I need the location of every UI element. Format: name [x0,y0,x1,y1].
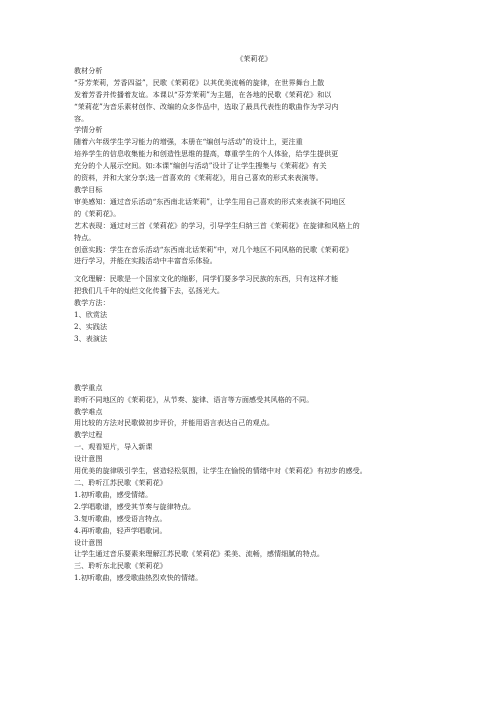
text-line: 二、聆听江苏民歌《茉莉花》 [74,478,167,487]
text-line: 的《茉莉花》。 [74,208,121,218]
section-process [74,382,434,584]
text-line: 1、欣赏法 [74,310,108,320]
text-line: 特点。 [74,232,96,242]
text-line: 进行学习，并能在实践活动中丰富音乐体验。 [74,256,217,266]
text-line: 艺术表现：通过对三首《茉莉花》的学习，引导学生归纳三首《茉莉花》在旋律和风格上的 [74,220,360,230]
section-culture-methods [74,273,434,344]
text-line: 一、观看短片，导入新课 [74,442,153,452]
text-line: 3、表演法 [74,333,108,343]
text-line: 文化理解：民歌是一个国家文化的缩影，同学们要多学习民族的东西，只有这样才能 [74,274,339,284]
text-line: 学情分析 [74,125,103,135]
text-line: 3.复听歌曲，感受语言特点。 [74,513,167,523]
text-line: 1.初听歌曲，感受情绪。 [74,489,153,499]
text-line: 随着六年级学生学习能力的增强，本册在“编创与活动”的设计上，更注重 [74,137,303,147]
text-line: 审美感知：通过音乐活动“东西南北话茉莉”，让学生用自己喜欢的形式来表演不同地区 [74,196,346,206]
text-line: 设计意图 [74,454,103,464]
text-line: 教学难点 [74,406,103,416]
document-body [74,53,434,584]
text-line: “茉莉花”为音乐素材创作、改编的众多作品中，选取了最具代表性的歌曲作为学习内 [74,101,339,111]
text-line: 用比较的方法对民歌做初步评价，并能用语言表达自己的观点。 [74,418,275,428]
text-line: 教学过程 [74,430,103,440]
text-line: 教学目标 [74,184,103,194]
text-line: 把我们几千年的灿烂文化传播下去，弘扬光大。 [74,286,225,296]
text-line: 用优美的旋律吸引学生，营造轻松氛围，让学生在愉悦的情绪中对《茉莉花》有初步的感受。 [74,466,367,476]
text-line: 4.再听歌曲，轻声学唱歌词。 [74,525,167,535]
text-line: 教学方法： [74,298,110,308]
spacer [74,345,434,382]
text-line: 充分的个人展示空间。如:本课“编创与活动”设计了让学生搜集与《茉莉花》有关 [74,161,327,171]
text-line: 让学生通过音乐要素来理解江苏民歌《茉莉花》柔美、流畅，感情细腻的特点。 [74,549,325,559]
text-line: 三、聆听东北民歌《茉莉花》 [74,561,167,571]
text-line: 容。 [74,113,89,123]
text-line: 1.初听歌曲，感受歌曲热烈欢快的情绪。 [74,573,203,583]
text-line: “芬芳茉莉，芳香四溢”，民歌《茉莉花》以其优美流畅的旋律，在世界舞台上散 [74,77,325,87]
text-line: 创意实践：学生在音乐活动“东西南北话茉莉”中，对几个地区不同风格的民歌《茉莉花》 [74,244,353,254]
text-line: 2.学唱歌谱，感受其节奏与旋律特点。 [74,501,196,511]
text-line: 的资料，并和大家分享;选一首喜欢的《茉莉花》，用自己喜欢的形式来表演等。 [74,173,323,183]
text-line: 2、实践法 [74,321,108,331]
page-title: 《茉莉花》 [236,54,272,63]
text-line: 发着芳香并传播着友谊。本课以“芬芳茉莉”为主题，在各地的民歌《茉莉花》和以 [74,89,332,99]
section-analysis-goals [74,65,434,267]
text-line: 教学重点 [74,382,103,392]
text-line: 教材分析 [74,65,103,75]
text-line: 培养学生的信息收集能力和创造性思维的提高，尊重学生的个人体验，给学生提供更 [74,149,339,159]
text-line: 聆听不同地区的《茉莉花》，从节奏、旋律、语言等方面感受其风格的不同。 [74,394,314,404]
text-line: 设计意图 [74,537,103,547]
